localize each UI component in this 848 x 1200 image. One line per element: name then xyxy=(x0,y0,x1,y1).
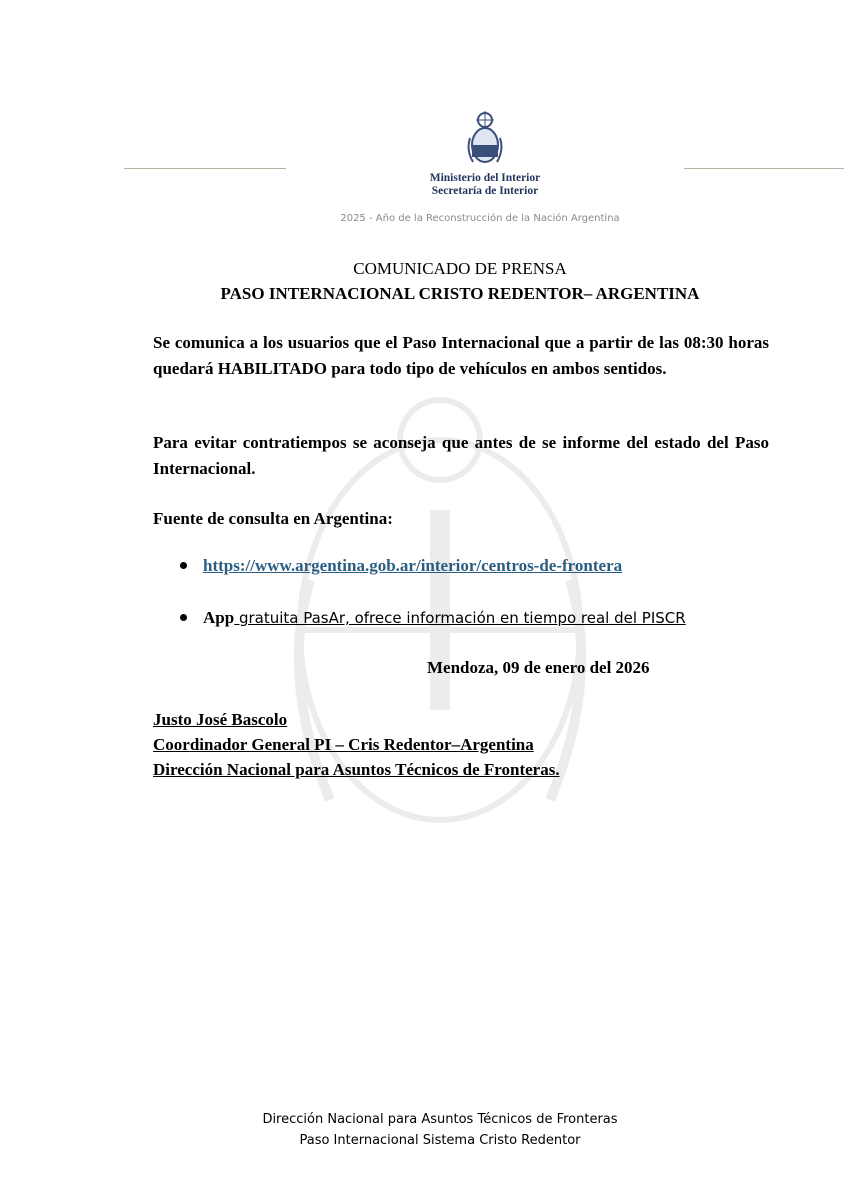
advice-paragraph: Para evitar contratiempos se aconseja que antes de se informe del estado del Paso Internacional. xyxy=(153,433,769,478)
bullet-icon xyxy=(180,562,187,569)
signer-role: Coordinador General PI – Cris Redentor–Argentina xyxy=(153,735,534,754)
app-description: gratuita PasAr, ofrece información en tiempo real del PISCR xyxy=(234,609,686,627)
bullet-icon xyxy=(180,614,187,621)
footer-line-1: Dirección Nacional para Asuntos Técnicos de Fronteras xyxy=(262,1112,618,1127)
header-divider-right xyxy=(684,168,844,169)
header-divider-left xyxy=(124,168,286,169)
press-release-subject: PASO INTERNACIONAL CRISTO REDENTOR– ARGENTINA xyxy=(220,284,700,303)
list-item-app xyxy=(180,608,686,628)
frontier-centers-link[interactable]: https://www.argentina.gob.ar/interior/centros-de-frontera xyxy=(203,556,623,575)
ministry-name xyxy=(380,172,590,198)
announcement-paragraph: Se comunica a los usuarios que el Paso Internacional que a partir de las 08:30 horas quedará HABILITADO para todo tipo de vehículos en ambos sentidos. xyxy=(153,333,769,378)
list-item-link xyxy=(180,556,622,576)
sources-heading: Fuente de consulta en Argentina: xyxy=(153,509,393,528)
app-label: App xyxy=(203,608,235,627)
press-release-heading: COMUNICADO DE PRENSA xyxy=(353,259,567,278)
signer-office: Dirección Nacional para Asuntos Técnicos de Fronteras. xyxy=(153,760,560,779)
footer-line-2: Paso Internacional Sistema Cristo Redentor xyxy=(299,1133,581,1148)
ministry-line-2: Secretaría de Interior xyxy=(431,185,539,197)
ministry-line-1: Ministerio del Interior xyxy=(429,172,541,184)
year-motto: 2025 - Año de la Reconstrucción de la Nación Argentina xyxy=(340,213,620,224)
national-shield-icon xyxy=(465,110,505,168)
signer-name: Justo José Bascolo xyxy=(153,710,288,729)
date-line: Mendoza, 09 de enero del 2026 xyxy=(427,658,650,677)
